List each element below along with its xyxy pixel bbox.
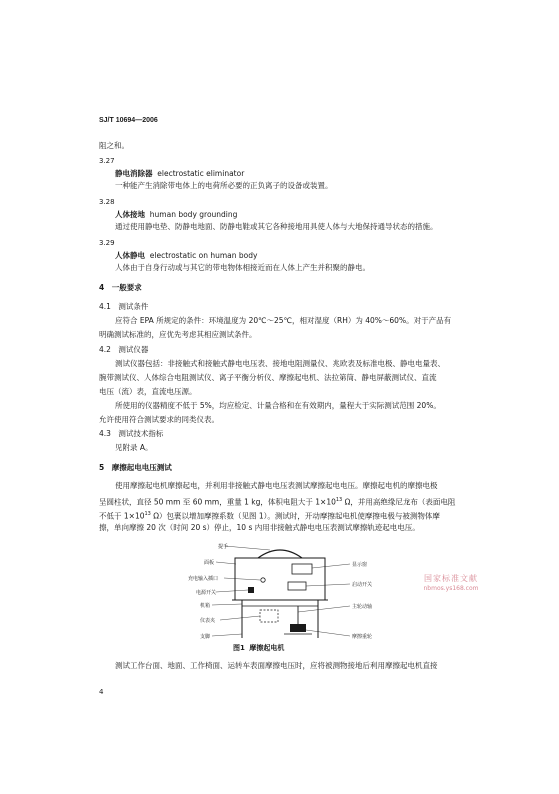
- watermark: [396, 573, 506, 592]
- leader-line: [212, 634, 242, 636]
- label-charge-port: 充电输入插口: [188, 576, 219, 582]
- leader-line: [212, 604, 242, 605]
- term-heading: [115, 251, 257, 261]
- leader-line: [224, 578, 260, 580]
- term-heading: [115, 210, 237, 220]
- term-definition: 人体由于自身行动或与其它的带电物体相接近而在人体上产生并积聚的静电。: [115, 263, 370, 272]
- term-name: 人体接地: [115, 210, 145, 219]
- leader-line: [225, 546, 270, 550]
- friction-wheel: [290, 624, 306, 632]
- label-panel: 面板: [204, 560, 215, 566]
- paragraph-line: [99, 495, 455, 508]
- label-display: 显示窗: [352, 562, 368, 568]
- superscript: 13: [144, 511, 151, 517]
- paragraph-line: 腕带测试仪、人体综合电阻测试仪、离子平衡分析仪、摩擦起电机、法拉第筒、静电屏蔽测试仪、直流: [99, 373, 437, 382]
- leader-line: [216, 562, 236, 564]
- display-window: [292, 564, 312, 574]
- paragraph-line: 测试仪器包括：非接触式和接触式静电电压表、接地电阻测量仪、兆欧表及标准电极、静电电量表、: [115, 359, 445, 368]
- leader-line: [306, 630, 350, 636]
- leader-line: [306, 584, 350, 586]
- paragraph-line: [99, 509, 440, 522]
- label-meter-rack: 仪表夹: [200, 618, 216, 624]
- charge-port: [261, 578, 265, 582]
- handle-shape: [258, 550, 302, 558]
- text-run: 不低于 1×10: [99, 511, 145, 521]
- watermark-url: nbmos.ys168.com: [423, 585, 479, 592]
- leader-line: [216, 590, 248, 592]
- leader-line: [312, 564, 350, 568]
- text-run: 呈圆柱状，直径 50 mm 至 60 mm，重量 1 kg，体积电阻大于 1×10: [99, 497, 336, 507]
- section-heading: 4 一般要求: [99, 283, 142, 292]
- doc-code-header: SJ/T 10694—2006: [99, 117, 158, 124]
- term-heading: [115, 169, 244, 179]
- subsection-heading: 4.1 测试条件: [99, 302, 149, 311]
- paragraph-line: 明确测试标准的，应优先考虑其相应测试条件。: [99, 330, 257, 339]
- subsection-heading: 4.3 测试技术指标: [99, 429, 164, 438]
- term-definition: 一种能产生消除带电体上的电荷所必要的正负离子的设备或装置。: [115, 181, 333, 190]
- paragraph-line: 擦，单向摩擦 20 次（时间 20 s）停止，10 s 内用非接触式静电电压表测试摩擦轨迹起电电压。: [99, 523, 420, 532]
- power-switch: [248, 587, 254, 593]
- paragraph-line: 允许使用符合测试要求的同类仪表。: [99, 415, 219, 424]
- term-name: 静电消除器: [115, 169, 153, 178]
- term-english: electrostatic eliminator: [157, 169, 245, 178]
- term-number: 3.27: [99, 157, 115, 165]
- term-definition: 通过使用静电垫、防静电地面、防静电鞋或其它各种接地用具使人体与大地保持通导状态的措施。: [115, 222, 438, 231]
- label-spindle: 主轮动轴: [352, 604, 373, 610]
- text-run: Ω，并用高绝缘尼龙布（表面电阻: [342, 497, 456, 507]
- label-support: 支脚: [200, 634, 211, 640]
- paragraph-line: 使用摩擦起电机摩擦起电，并利用非接触式静电电压表测试摩擦起电电压。摩擦起电机的摩擦电极: [115, 481, 438, 490]
- leader-line: [298, 606, 350, 612]
- section-heading: 5 摩擦起电电压测试: [99, 463, 172, 472]
- subsection-heading: 4.2 测试仪器: [99, 345, 149, 354]
- start-switch: [288, 582, 306, 590]
- paragraph-line: 见附录 A。: [115, 443, 153, 452]
- leader-line: [220, 616, 260, 620]
- term-english: human body grounding: [149, 210, 238, 219]
- paragraph-line: 测试工作台面、地面、工作椅面、运转车表面摩擦电压时，应将被测物接地后利用摩擦起电机直接: [115, 661, 438, 670]
- term-number: 3.29: [99, 239, 115, 247]
- label-handle: 提手: [218, 544, 229, 550]
- figure-number: 图1: [233, 644, 245, 652]
- meter-rack: [260, 610, 278, 622]
- friction-electrifier-diagram: [180, 540, 410, 640]
- intro-line: 阻之和。: [99, 141, 129, 150]
- label-power-switch: 电源开关: [196, 590, 217, 596]
- superscript: 13: [335, 497, 343, 503]
- label-friction-wheel: 摩擦重轮: [352, 634, 373, 640]
- figure-title: 摩擦起电机: [249, 644, 285, 652]
- figure-caption: [233, 643, 284, 653]
- paragraph-line: 所使用的仪器精度不低于 5%，均应检定、计量合格和在有效期内，量程大于实际测试范围 20%。: [115, 401, 441, 410]
- label-frame: 机箱: [200, 603, 211, 609]
- term-english: electrostatic on human body: [149, 251, 258, 260]
- paragraph-line: 应符合 EPA 所规定的条件：环境温度为 20℃～25℃，相对湿度（RH）为 40%～60%。对于产品有: [115, 316, 452, 325]
- watermark-title: 国家标准文献: [424, 574, 478, 583]
- page-number: 4: [99, 688, 104, 696]
- term-number: 3.28: [99, 198, 115, 206]
- text-run: Ω）包裹以增加摩擦系数（见图 1）。测试时，开动摩擦起电机使摩擦电极与被测物体摩: [150, 511, 440, 521]
- paragraph-line: 电压（流）表，直流电压源。: [99, 387, 197, 396]
- term-name: 人体静电: [115, 251, 145, 260]
- label-start-switch: 启动开关: [352, 582, 373, 588]
